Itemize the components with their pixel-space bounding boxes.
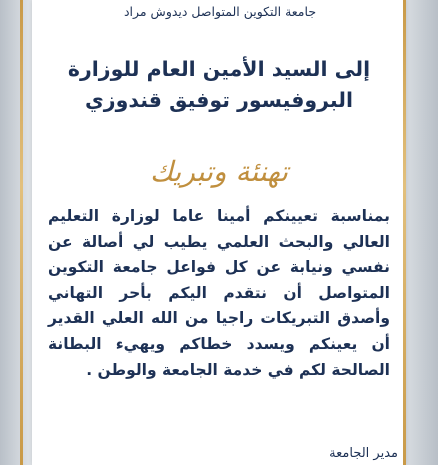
addressee-title: إلى السيد الأمين العام للوزارة — [67, 57, 371, 81]
university-name: جامعة التكوين المتواصل ديدوش مراد — [123, 4, 317, 19]
addressee-name: البروفيسور توفيق قندوزي — [85, 88, 353, 112]
letter-body: بمناسبة تعيينكم أمينا عاما لوزارة التعليم العالي والبحث العلمي يطيب لي أصالة عن نفسي ونيابة عن كل فواعل جامعة التكوين المتواصل أن نتقدم اليكم بأحر التهاني وأصدق التبريكات راجيا من الله العلي القدير أن يعينكم ويسدد خطاكم ويهيء البطانة الصالحة لكم في خدمة الجامعة والوطن . — [48, 207, 390, 379]
addressee-block — [40, 54, 398, 116]
greeting-calligraphy: تهنئة وتبريك — [149, 155, 289, 188]
right-gold-border — [403, 0, 406, 465]
left-gold-border — [20, 0, 23, 465]
signature-line: مدير الجامعة — [329, 446, 398, 461]
